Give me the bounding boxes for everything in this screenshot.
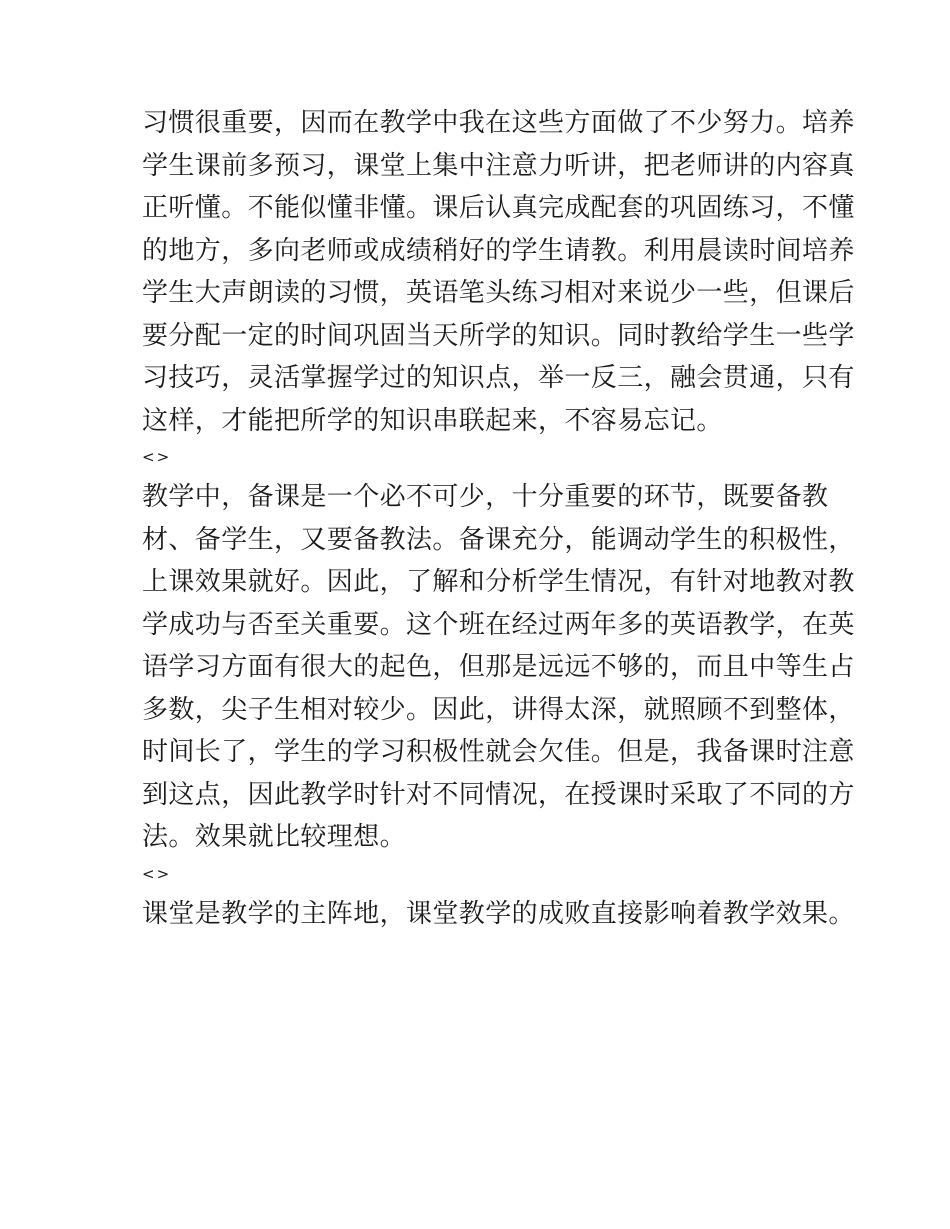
text-line: 教学中，备课是一个必不可少，十分重要的环节，既要备教 [142, 482, 829, 512]
document-page [142, 108, 855, 943]
text-line: 要分配一定的时间巩固当天所学的知识。同时教给学生一些学 [142, 320, 855, 351]
paragraph-study-habits [142, 108, 855, 436]
text-line: 课堂是教学的主阵地，课堂教学的成败直接影响着教学效果。 [142, 898, 855, 929]
text-line: 习技巧，灵活掌握学过的知识点，举一反三，融会贯通，只有 [142, 363, 855, 393]
text-line: 材、备学生，又要备教法。备课充分，能调动学生的积极性， [142, 524, 855, 555]
section-separator: <> [142, 864, 172, 883]
text-line: 上课效果就好。因此，了解和分析学生情况，有针对地教对教 [142, 567, 855, 597]
text-line: 多数，尖子生相对较少。因此，讲得太深，就照顾不到整体， [142, 694, 855, 725]
text-line: 时间长了，学生的学习积极性就会欠佳。但是，我备课时注意 [142, 737, 855, 767]
text-line: 这样，才能把所学的知识串联起来，不容易忘记。 [142, 405, 723, 436]
text-line: 法。效果就比较理想。 [142, 822, 407, 852]
text-line: 到这点，因此教学时针对不同情况，在授课时采取了不同的方 [142, 779, 855, 810]
paragraph-classroom [142, 898, 855, 929]
text-line: 语学习方面有很大的起色，但那是远远不够的，而且中等生占 [142, 652, 855, 682]
text-line: 习惯很重要，因而在教学中我在这些方面做了不少努力。培养 [142, 108, 855, 138]
text-line: 学成功与否至关重要。这个班在经过两年多的英语教学，在英 [142, 609, 855, 640]
section-separator: <> [142, 448, 172, 466]
text-line: 正听懂。不能似懂非懂。课后认真完成配套的巩固练习，不懂 [142, 193, 855, 223]
paragraph-lesson-preparation [142, 482, 855, 852]
text-line: 学生课前多预习，课堂上集中注意力听讲，把老师讲的内容真 [142, 150, 855, 181]
text-line: 的地方，多向老师或成绩稍好的学生请教。利用晨读时间培养 [142, 235, 855, 266]
text-line: 学生大声朗读的习惯，英语笔头练习相对来说少一些，但课后 [142, 278, 855, 308]
